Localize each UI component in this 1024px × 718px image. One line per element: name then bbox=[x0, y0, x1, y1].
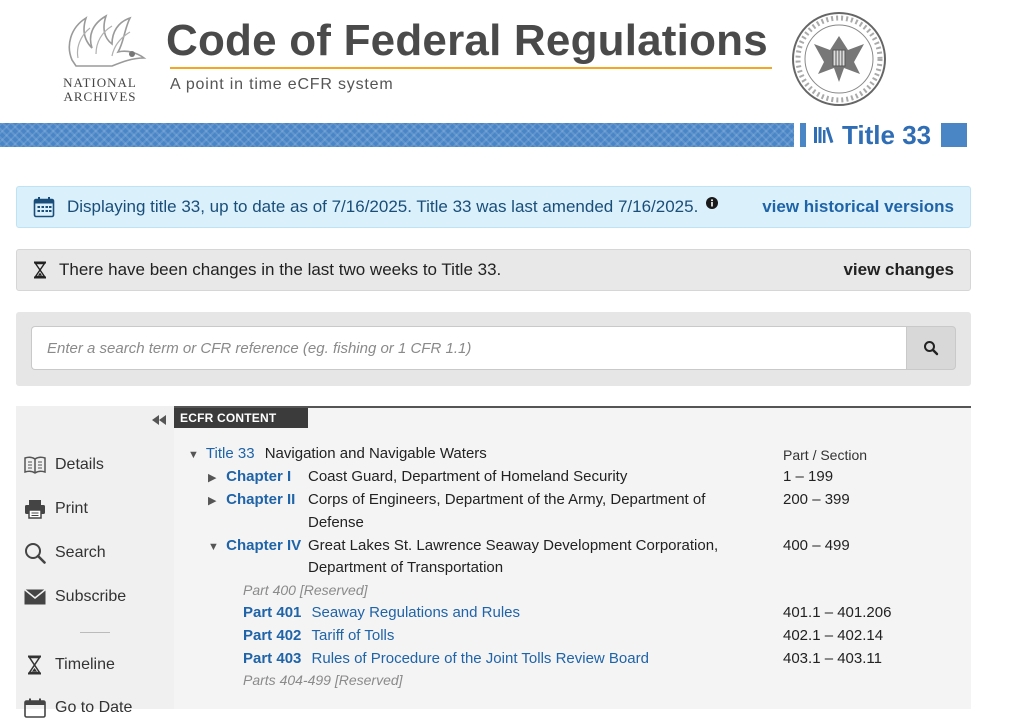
chapter-range: 200 – 399 bbox=[783, 491, 850, 508]
search-button[interactable] bbox=[906, 326, 956, 370]
chapter-name: Corps of Engineers, Department of the Army, Department of bbox=[308, 491, 706, 508]
reserved-part: Part 400 [Reserved] bbox=[243, 582, 368, 598]
expanded-triangle-icon[interactable]: ▼ bbox=[208, 541, 219, 553]
chapter-name: Great Lakes St. Lawrence Seaway Development Corporation, bbox=[308, 537, 719, 554]
search-panel bbox=[16, 312, 971, 386]
sidebar-item-subscribe[interactable] bbox=[24, 588, 126, 606]
part-name-link[interactable]: Seaway Regulations and Rules bbox=[311, 604, 521, 621]
title-badge bbox=[800, 120, 967, 150]
collapsed-triangle-icon[interactable]: ▶ bbox=[208, 495, 217, 507]
chapter-row bbox=[208, 468, 291, 485]
sidebar-separator bbox=[80, 632, 110, 633]
sidebar-item-label: Go to Date bbox=[55, 699, 133, 716]
ecfr-content-panel bbox=[174, 406, 971, 709]
sidebar-item-search[interactable] bbox=[24, 542, 106, 564]
collapse-sidebar-icon[interactable] bbox=[152, 412, 166, 430]
chapter-row bbox=[208, 491, 295, 508]
sidebar-item-details[interactable] bbox=[24, 456, 104, 474]
chapter-range: 1 – 199 bbox=[783, 468, 834, 485]
sidebar-item-label: Details bbox=[55, 456, 104, 473]
current-version-text: Displaying title 33, up to date as of 7/16/2025. Title 33 was last amended 7/16/2025. bbox=[67, 197, 699, 216]
sidebar-item-timeline[interactable] bbox=[24, 655, 115, 675]
sidebar-item-print[interactable] bbox=[24, 499, 88, 519]
part-row bbox=[243, 627, 394, 644]
sidebar-item-label: Search bbox=[55, 544, 106, 561]
site-subtitle: A point in time eCFR system bbox=[170, 76, 394, 93]
recent-changes-text: There have been changes in the last two weeks to Title 33. bbox=[59, 260, 502, 279]
chapter-name-cont: Defense bbox=[308, 514, 364, 531]
expanded-triangle-icon[interactable]: ▼ bbox=[188, 449, 199, 461]
part-link[interactable]: Part 401 bbox=[243, 604, 302, 621]
book-open-icon bbox=[24, 456, 46, 474]
info-icon[interactable] bbox=[706, 194, 718, 214]
hourglass-icon bbox=[24, 655, 46, 675]
envelope-icon bbox=[24, 589, 46, 605]
part-name-link[interactable]: Rules of Procedure of the Joint Tolls Review Board bbox=[311, 650, 649, 667]
part-link[interactable]: Part 402 bbox=[243, 627, 302, 644]
chapter-row bbox=[208, 537, 301, 554]
collapsed-triangle-icon[interactable]: ▶ bbox=[208, 472, 217, 484]
chapter-link[interactable]: Chapter I bbox=[226, 468, 292, 485]
nara-seal bbox=[790, 10, 888, 108]
ecfr-content-tab[interactable]: ECFR CONTENT bbox=[174, 408, 308, 428]
national-archives-logo[interactable] bbox=[46, 10, 154, 110]
sidebar bbox=[16, 406, 174, 716]
chapter-range: 400 – 499 bbox=[783, 537, 850, 554]
part-range: 401.1 – 401.206 bbox=[783, 604, 892, 621]
title-link[interactable]: Title 33 bbox=[205, 445, 255, 462]
part-row bbox=[243, 650, 649, 667]
title-badge-label: Title 33 bbox=[842, 119, 932, 150]
part-name-link[interactable]: Tariff of Tolls bbox=[311, 627, 395, 644]
eagle-icon bbox=[52, 10, 148, 70]
sidebar-item-label: Print bbox=[55, 500, 88, 517]
sidebar-item-label: Timeline bbox=[55, 656, 115, 673]
part-range: 402.1 – 402.14 bbox=[783, 627, 884, 644]
view-historical-versions-link[interactable]: view historical versions bbox=[762, 197, 954, 216]
sidebar-item-label: Subscribe bbox=[55, 588, 127, 605]
site-header bbox=[0, 0, 1024, 120]
chapter-link[interactable]: Chapter II bbox=[226, 491, 296, 508]
title-name: Navigation and Navigable Waters bbox=[264, 445, 487, 462]
part-row bbox=[243, 604, 520, 621]
magnifier-icon bbox=[24, 542, 46, 564]
title-underline bbox=[170, 67, 772, 69]
reserved-part: Parts 404-499 [Reserved] bbox=[243, 672, 403, 688]
current-version-notice bbox=[16, 186, 971, 228]
chapter-name-cont: Department of Transportation bbox=[308, 559, 504, 576]
books-icon bbox=[812, 123, 836, 147]
seal-icon bbox=[790, 10, 888, 108]
view-changes-link[interactable]: view changes bbox=[843, 260, 954, 279]
calendar-icon bbox=[33, 196, 55, 218]
header-stripe bbox=[0, 123, 794, 147]
title-row bbox=[188, 445, 487, 462]
recent-changes-notice bbox=[16, 249, 971, 291]
sidebar-item-go-to-date[interactable] bbox=[24, 698, 132, 718]
search-icon bbox=[923, 340, 939, 356]
calendar-icon bbox=[24, 698, 46, 718]
chapter-link[interactable]: Chapter IV bbox=[226, 537, 302, 554]
part-link[interactable]: Part 403 bbox=[243, 650, 302, 667]
hourglass-icon bbox=[33, 261, 47, 279]
logo-text: NATIONAL ARCHIVES bbox=[63, 75, 137, 104]
search-input[interactable] bbox=[31, 326, 907, 370]
printer-icon bbox=[24, 499, 46, 519]
part-range: 403.1 – 403.11 bbox=[783, 650, 882, 667]
site-title[interactable]: Code of Federal Regulations bbox=[166, 16, 768, 65]
chapter-name: Coast Guard, Department of Homeland Security bbox=[308, 468, 628, 485]
part-section-header: Part / Section bbox=[783, 447, 868, 463]
